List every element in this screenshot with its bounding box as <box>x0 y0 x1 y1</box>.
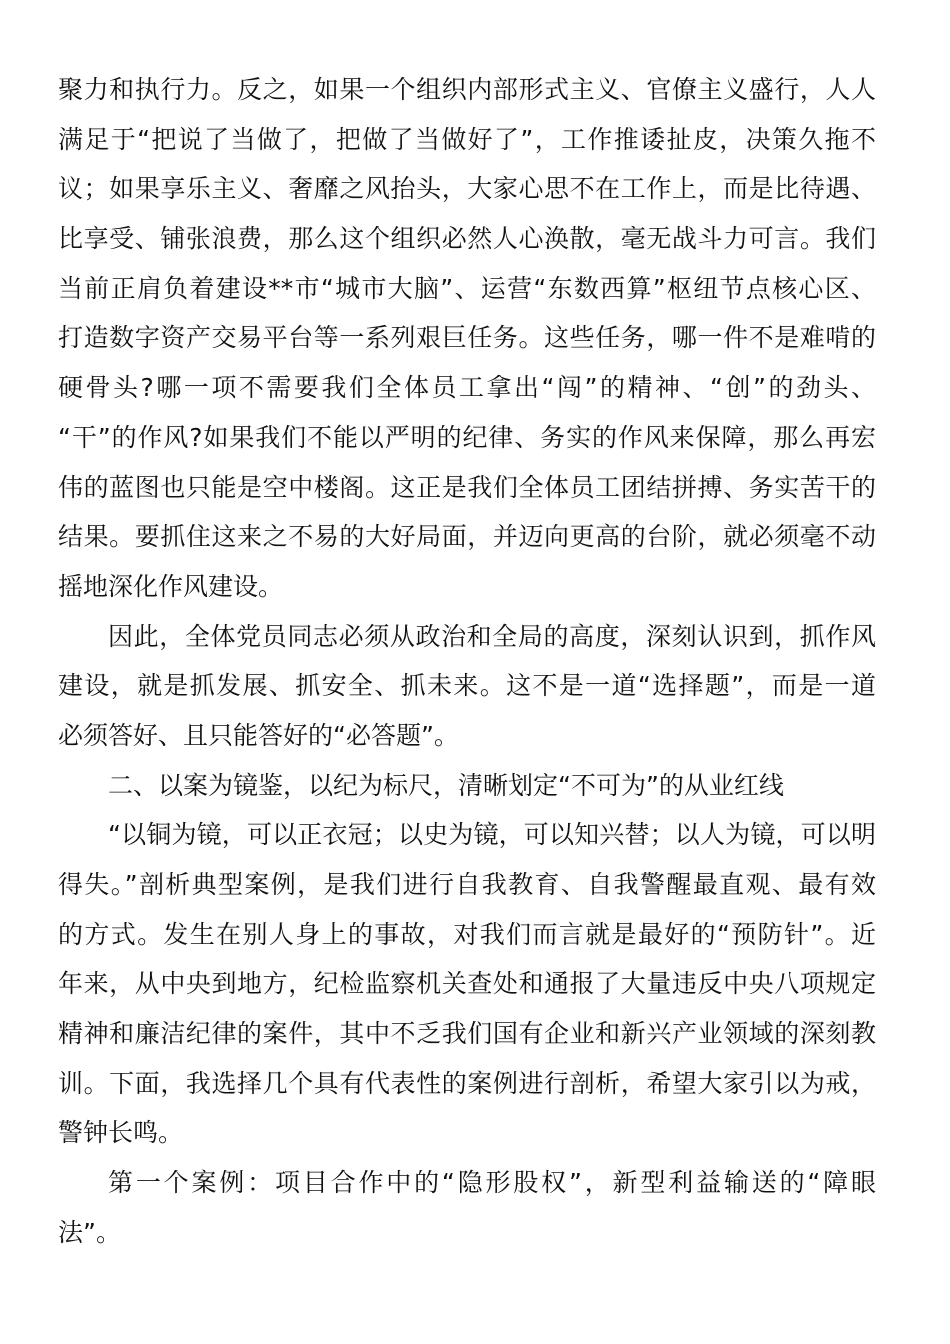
text-line: 结果。要抓住这来之不易的大好局面，并迈向更高的台阶，就必须毫不动 <box>58 522 876 552</box>
text-line: 议；如果享乐主义、奢靡之风抬头，大家心思不在工作上，而是比待遇、 <box>58 174 876 204</box>
text-line: 二、以案为镜鉴，以纪为标尺，清晰划定“不可为”的从业红线 <box>108 770 784 800</box>
text-line: 建设，就是抓发展、抓安全、抓未来。这不是一道“选择题”，而是一道 <box>58 671 876 701</box>
document-page <box>58 70 876 1263</box>
paragraph <box>58 70 876 617</box>
text-line: 得失。”剖析典型案例，是我们进行自我教育、自我警醒最直观、最有效 <box>58 870 876 899</box>
text-line: “干”的作风?如果我们不能以严明的纪律、务实的作风来保障，那么再宏 <box>58 422 876 452</box>
text-line: 满足于“把说了当做了，把做了当做好了”，工作推诿扯皮，决策久拖不 <box>58 124 876 154</box>
text-line: 比享受、铺张浪费，那么这个组织必然人心涣散，毫无战斗力可言。我们 <box>58 224 876 254</box>
text-line: 硬骨头?哪一项不需要我们全体员工拿出“闯”的精神、“创”的劲头、 <box>58 373 876 403</box>
text-line: 第一个案例：项目合作中的“隐形股权”，新型利益输送的“障眼 <box>108 1168 876 1198</box>
text-line: 的方式。发生在别人身上的事故，对我们而言就是最好的“预防针”。近 <box>58 919 876 949</box>
text-line: 必须答好、且只能答好的“必答题”。 <box>58 720 459 750</box>
text-line: 精神和廉洁纪律的案件，其中不乏我们国有企业和新兴产业领域的深刻教 <box>58 1019 876 1049</box>
text-line: 聚力和执行力。反之，如果一个组织内部形式主义、官僚主义盛行，人人 <box>58 75 876 104</box>
text-line: 警钟长鸣。 <box>58 1118 184 1148</box>
text-line: 因此，全体党员同志必须从政治和全局的高度，深刻认识到，抓作风 <box>108 621 876 651</box>
paragraph <box>58 617 876 766</box>
text-line: 法”。 <box>58 1217 121 1247</box>
paragraph <box>58 1163 876 1262</box>
text-line: “以铜为镜，可以正衣冠；以史为镜，可以知兴替；以人为镜，可以明 <box>108 820 876 850</box>
text-line: 打造数字资产交易平台等一系列艰巨任务。这些任务，哪一件不是难啃的 <box>58 323 876 353</box>
text-line: 摇地深化作风建设。 <box>58 571 284 601</box>
paragraph <box>58 766 876 816</box>
text-line: 训。下面，我选择几个具有代表性的案例进行剖析，希望大家引以为戒， <box>58 1068 876 1098</box>
text-line: 年来，从中央到地方，纪检监察机关查处和通报了大量违反中央八项规定 <box>58 969 876 999</box>
paragraph <box>58 815 876 1163</box>
text-line: 当前正肩负着建设**市“城市大脑”、运营“东数西算”枢纽节点核心区、 <box>58 273 876 303</box>
text-line: 伟的蓝图也只能是空中楼阁。这正是我们全体员工团结拼搏、务实苦干的 <box>58 472 876 502</box>
